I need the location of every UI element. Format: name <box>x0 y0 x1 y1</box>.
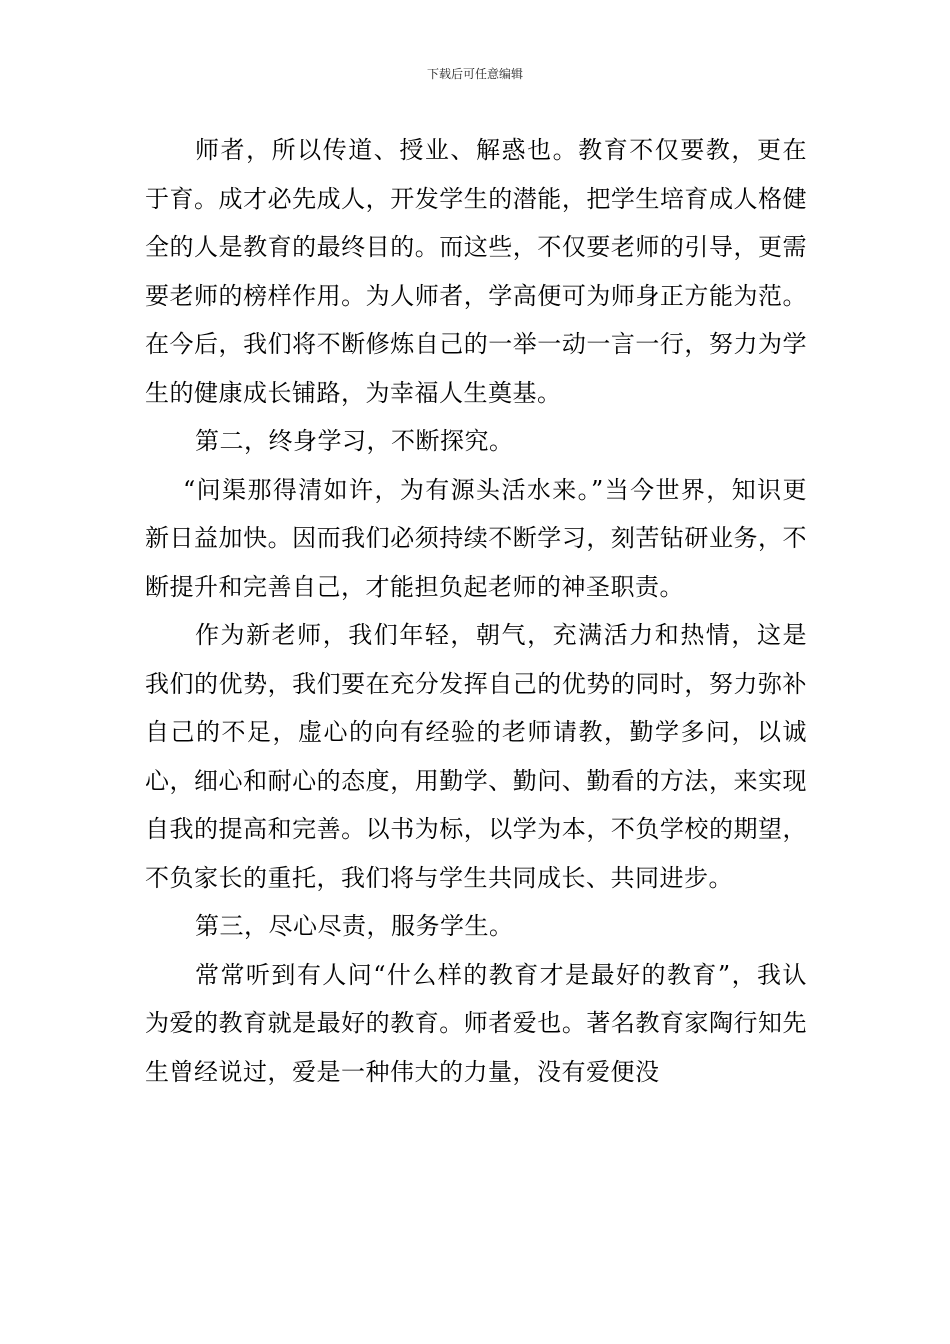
paragraph-6: 常常听到有人问“什么样的教育才是最好的教育”，我认为爱的教育就是最好的教育。师者爱也。著名教育家陶行知先生曾经说过，爱是一种伟大的力量，没有爱便没 <box>145 960 807 1086</box>
paragraph-4: 作为新老师，我们年轻，朝气，充满活力和热情，这是我们的优势，我们要在充分发挥自己的优势的同时，努力弥补自己的不足，虚心的向有经验的老师请教，勤学多问，以诚心，细心和耐心的态度，用勤学、勤问、勤看的方法，来实现自我的提高和完善。以书为标，以学为本，不负学校的期望，不负家长的重托，我们将与学生共同成长、共同进步。 <box>145 621 807 892</box>
page-header: 下载后可任意编辑 <box>426 67 523 81</box>
section-heading-2: 第二，终身学习，不断探究。 <box>195 427 514 455</box>
paragraph-3: “问渠那得清如许，为有源头活水来。”当今世界，知识更新日益加快。因而我们必须持续不断学习，刻苦钻研业务，不断提升和完善自己，才能担负起老师的神圣职责。 <box>145 475 807 601</box>
section-heading-3: 第三，尽心尽责，服务学生。 <box>195 912 514 940</box>
document-body <box>145 126 807 1096</box>
paragraph-1: 师者，所以传道、授业、解惑也。教育不仅要教，更在于育。成才必先成人，开发学生的潜能，把学生培育成人格健全的人是教育的最终目的。而这些，不仅要老师的引导，更需要老师的榜样作用。为人师者，学高便可为师身正方能为范。在今后，我们将不断修炼自己的一举一动一言一行，努力为学生的健康成长铺路，为幸福人生奠基。 <box>145 136 807 407</box>
